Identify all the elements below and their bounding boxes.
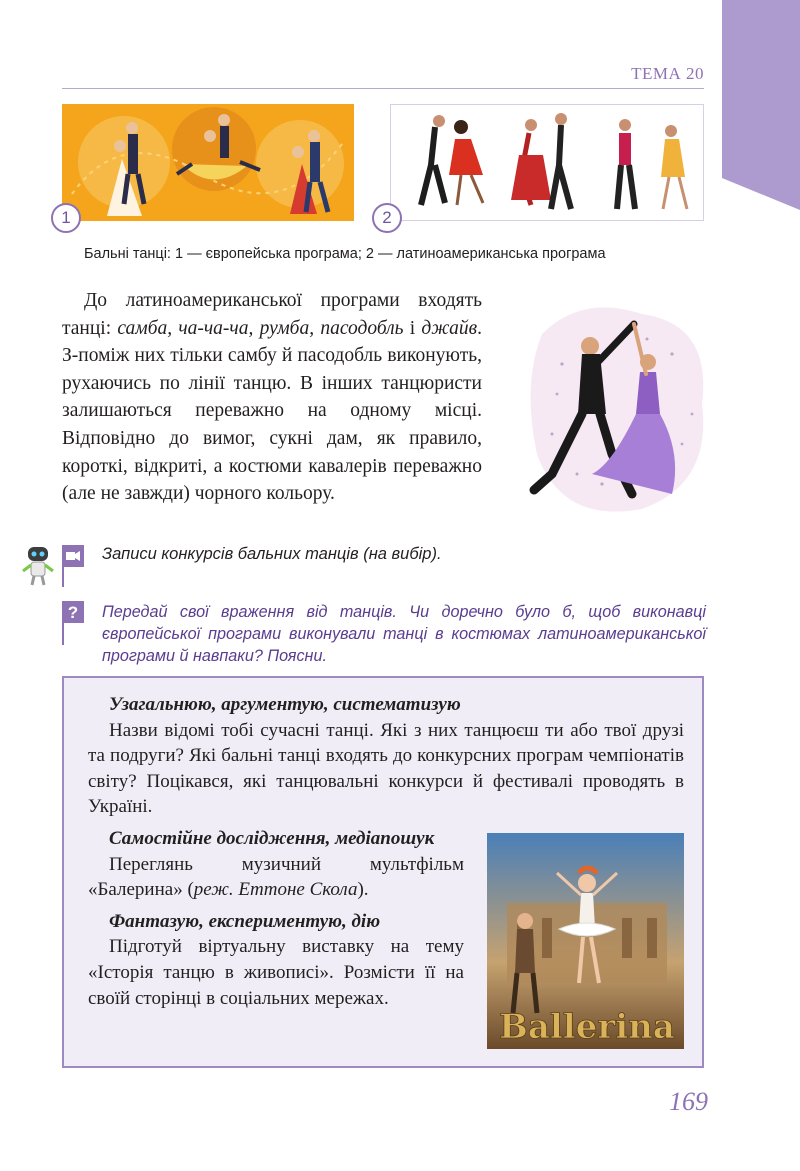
page-number: 169 bbox=[669, 1087, 708, 1116]
svg-text:?: ? bbox=[67, 603, 79, 622]
fantasy-heading: Фантазую, експериментую, дію bbox=[109, 910, 381, 932]
latin-dance-illustration bbox=[390, 104, 704, 221]
fantasy-text: Підготуй віртуальну виставку на тему «Історія танцю в живописі». Розмісти її на своїй сторінці в соціальних мережах. bbox=[88, 936, 464, 1009]
generalize-heading: Узагальнюю, аргументую, систематизую bbox=[109, 694, 461, 715]
header-divider bbox=[62, 88, 704, 89]
question-text: Передай свої враження від танців. Чи доречно було б, щоб виконавці європейської програми виконували танці в костюмах латиноамериканської програми й навпаки? Поясни. bbox=[102, 603, 706, 665]
european-dance-illustration bbox=[62, 104, 354, 221]
research-text-a: Переглянь музичний мультфільм «Балерина» ( bbox=[88, 853, 464, 901]
para-jive-italic: джайв bbox=[421, 317, 478, 339]
chapter-corner-tab bbox=[722, 0, 800, 210]
para-text-3: . З-поміж них тільки самбу й пасодобль виконують, рухаючись по лінії танцю. В інших танцюристи залишаються переважно на одному місці. Відповідно до вимог, сукні дам, як правило, короткі, відкриті, а костюми кавалерів переважно (але не завжди) чорного кольору. bbox=[62, 317, 482, 505]
para-dances-italic: самба, ча-ча-ча, румба, пасодобль bbox=[117, 317, 404, 339]
figure-number-2: 2 bbox=[372, 203, 402, 233]
question-icon bbox=[62, 601, 84, 645]
director-italic: реж. Еттоне Скола bbox=[193, 879, 358, 901]
para-text-1: До латиноамериканської програми входять танці: bbox=[62, 290, 482, 339]
generalize-text: Назви відомі тобі сучасні танці. Які з них танцюєш ти або твої друзі та подруги? Які бальні танці входять до конкурсних програм чемпіонатів світу? Поцікався, які танцювальні конкурси й фестивалі проводять в Україні. bbox=[88, 719, 684, 818]
ballerina-movie-poster bbox=[487, 833, 684, 1049]
research-text-b: ). bbox=[357, 879, 369, 901]
dancing-couple-illustration bbox=[522, 294, 718, 524]
topic-label: ТЕМА 20 bbox=[631, 64, 704, 83]
figure-caption: Бальні танці: 1 — європейська програма; 2 — латиноамериканська програма bbox=[84, 246, 606, 262]
research-text bbox=[88, 852, 464, 903]
figure-number-1: 1 bbox=[51, 203, 81, 233]
research-heading: Самостійне дослідження, медіапошук bbox=[109, 827, 435, 849]
para-text-2: і bbox=[403, 317, 422, 339]
poster-title: Ballerina bbox=[499, 1007, 675, 1047]
video-camera-icon bbox=[62, 545, 84, 587]
latin-program-paragraph bbox=[62, 287, 482, 508]
video-task-text: Записи конкурсів бальних танців (на вибір). bbox=[102, 545, 442, 563]
robot-icon bbox=[20, 545, 56, 587]
